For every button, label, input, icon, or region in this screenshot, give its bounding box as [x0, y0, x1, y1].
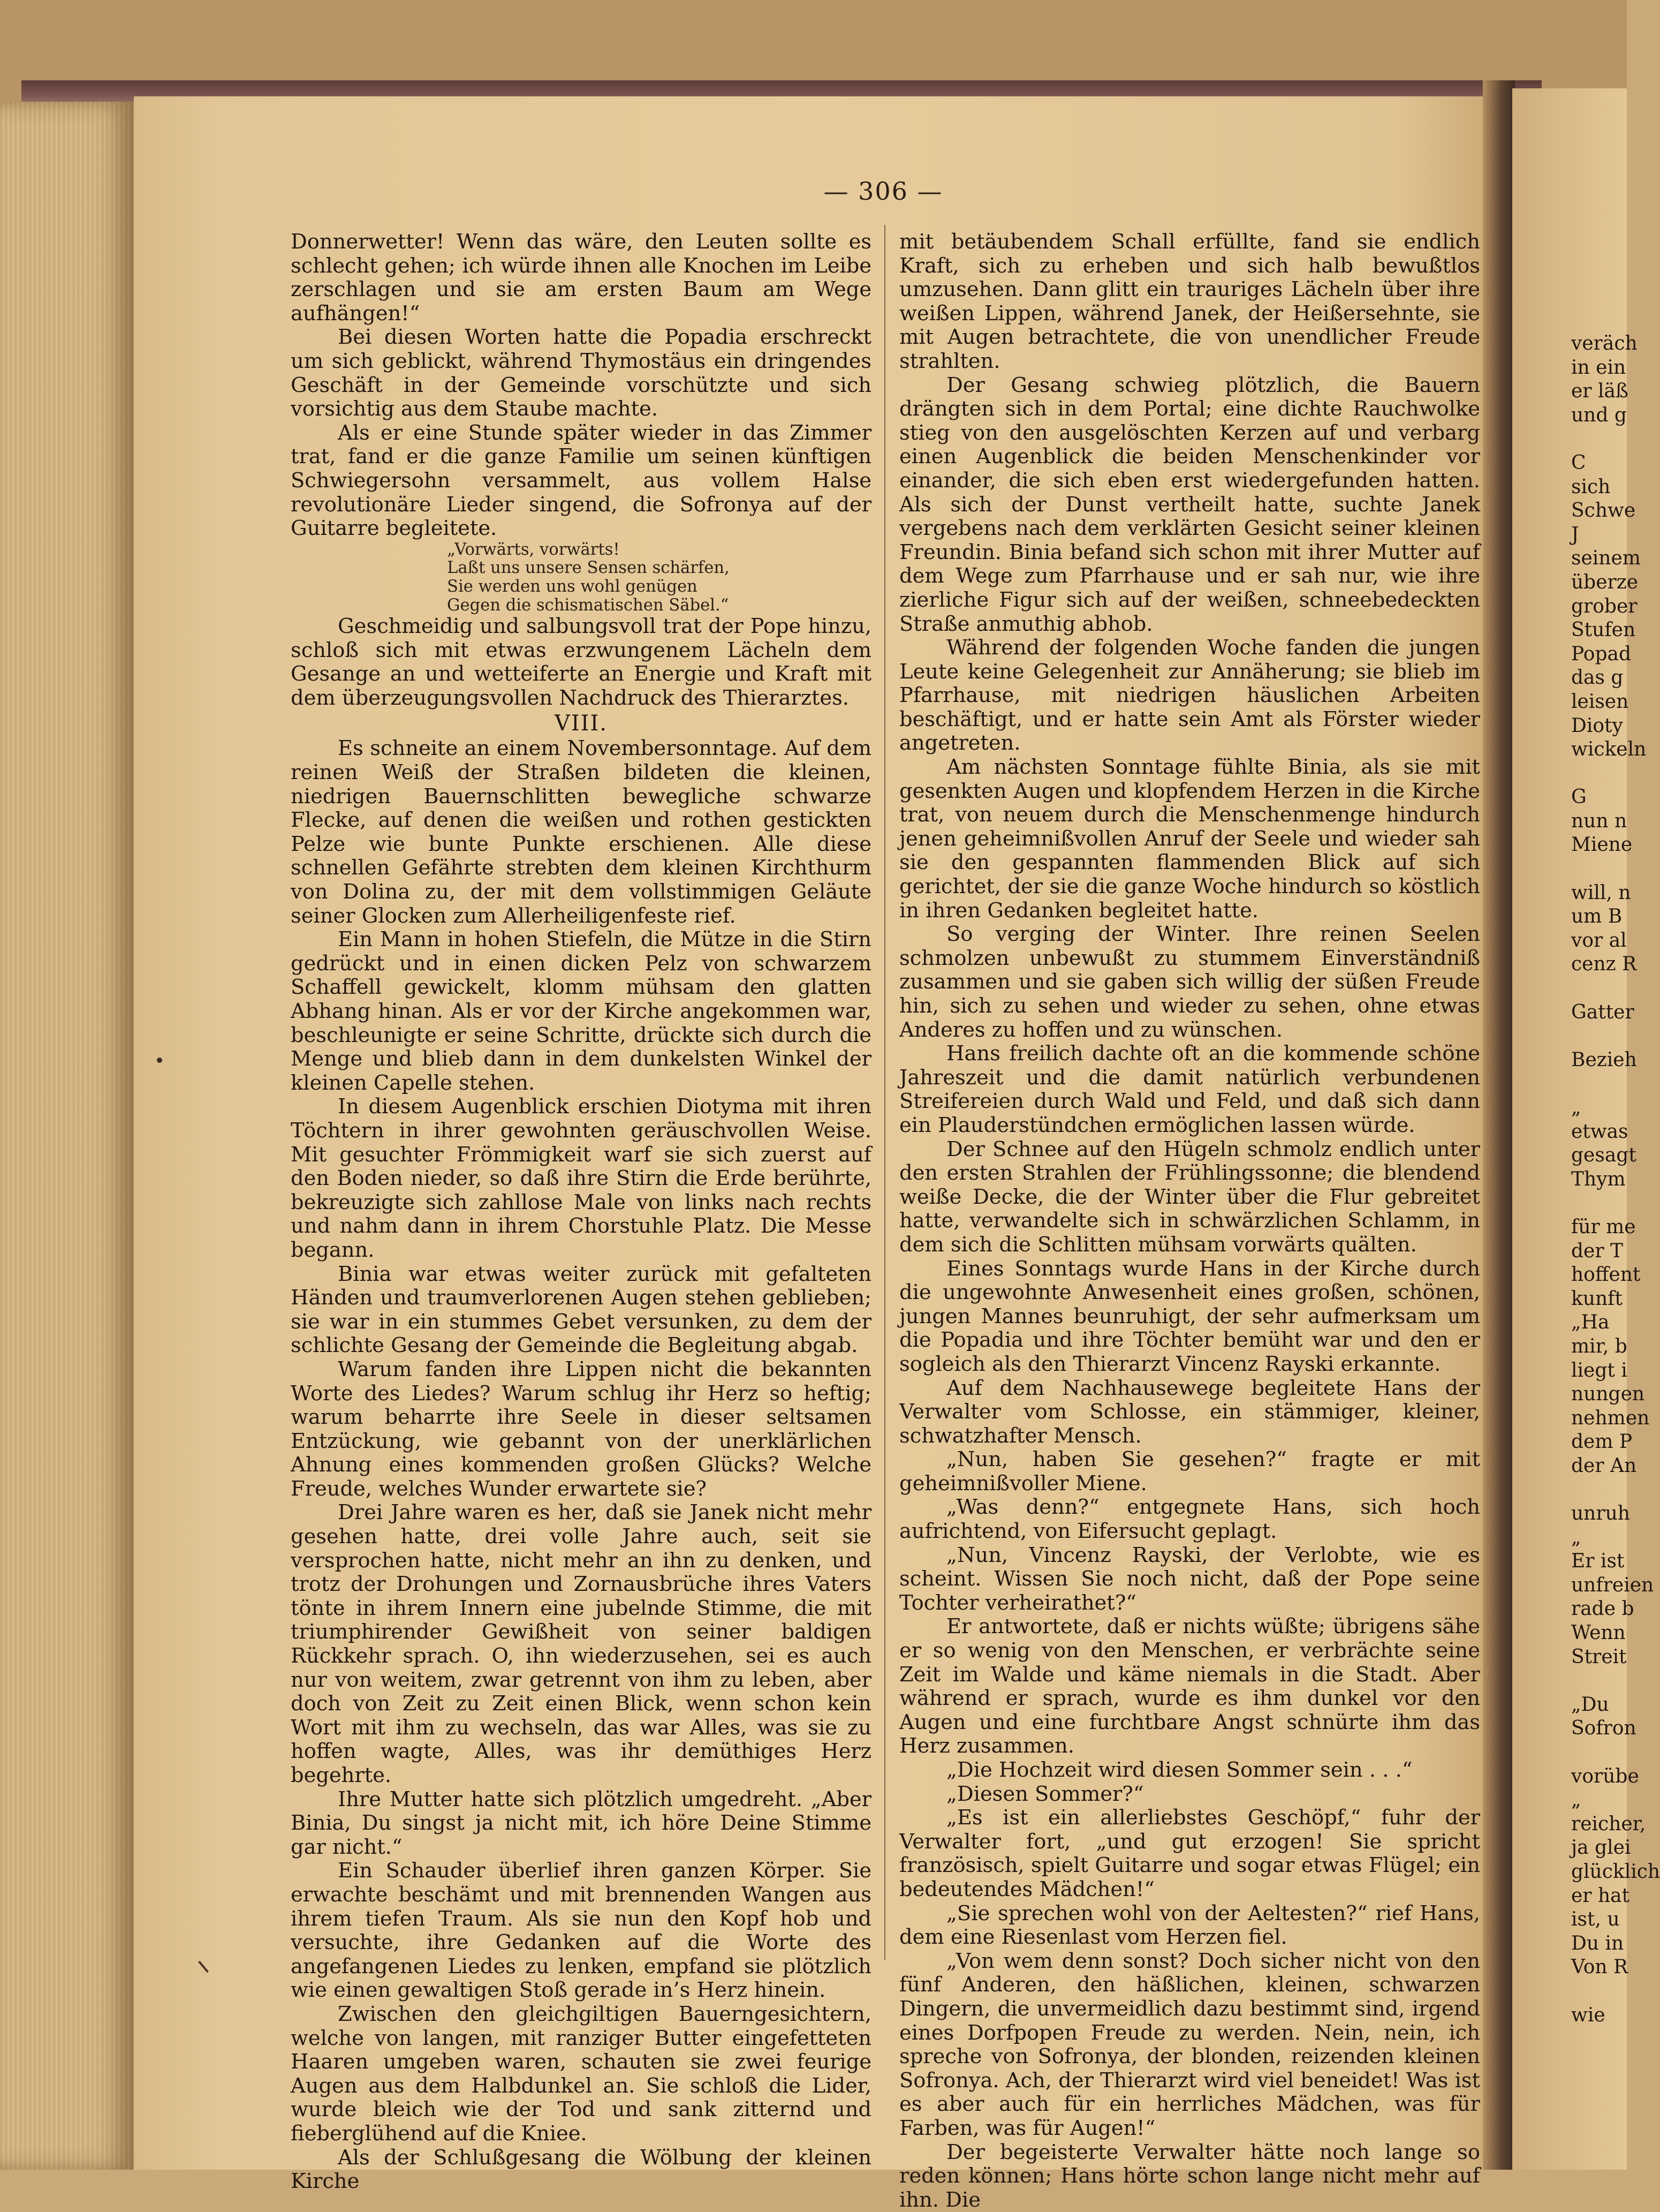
paragraph: Hans freilich dachte oft an die kommende schöne Jahreszeit und die damit natürlich verbundenen Streifereien durch Wald und Feld, und daß sich dann ein Plauderstündchen ermöglichen lassen würde. — [899, 1042, 1480, 1137]
next-page-line-fragment: C — [1512, 451, 1660, 475]
next-page-line-fragment: nungen — [1512, 1383, 1660, 1407]
page-number: — 306 — — [819, 177, 948, 206]
next-page-line-fragment: will, n — [1512, 881, 1660, 905]
next-page-line-fragment: Von R — [1512, 1956, 1660, 1980]
chapter-heading: VIII. — [291, 710, 871, 737]
next-page-line-fragment: seinem — [1512, 547, 1660, 571]
paragraph: Ihre Mutter hatte sich plötzlich umgedreht. „Aber Binia, Du singst ja nicht mit, ich höre Deine Stimme gar nicht.“ — [291, 1788, 871, 1860]
next-page-line-fragment: das g — [1512, 666, 1660, 690]
next-page-line-fragment: grober — [1512, 595, 1660, 619]
next-page-line-fragment: „Du — [1512, 1693, 1660, 1717]
next-page-line-fragment: kunft — [1512, 1287, 1660, 1311]
next-page-line-fragment: rade b — [1512, 1597, 1660, 1621]
next-page-line-fragment: Sofron — [1512, 1717, 1660, 1741]
page-stack-edge — [0, 102, 134, 2170]
next-page-line-fragment — [1512, 1191, 1660, 1216]
next-page-line-fragment: „Ha — [1512, 1311, 1660, 1335]
paragraph: Als er eine Stunde später wieder in das Zimmer trat, fand er die ganze Familie um seinen künftigen Schwiegersohn versammelt, aus vollem Halse revolutionäre Lieder singend, die Sofronya auf der Guitarre begleitete. — [291, 421, 871, 541]
next-page-line-fragment: sich — [1512, 475, 1660, 500]
next-page-line-fragment: und g — [1512, 404, 1660, 428]
next-page-line-fragment: nun n — [1512, 810, 1660, 834]
next-page-line-fragment: nehmen — [1512, 1407, 1660, 1431]
paragraph: Drei Jahre waren es her, daß sie Janek nicht mehr gesehen hatte, drei volle Jahre auch, seit sie versprochen hatte, nicht mehr an ihn zu denken, und trotz der Drohungen und Zornausbrüche ihres Vaters tönte in ihrem Innern eine jubelnde Stimme, die mit triumphirender Gewißheit von seiner baldigen Rückkehr sprach. O, ihn wiederzusehen, sei es auch nur von weitem, zwar getrennt von ihm zu leben, aber doch von Zeit zu Zeit einen Blick, wenn schon kein Wort mit ihm zu wechseln, das war Alles, was sie zu hoffen wagte, Alles, was ihr demüthiges Herz begehrte. — [291, 1501, 871, 1787]
next-page-line-fragment — [1512, 1741, 1660, 1765]
next-page-line-fragment — [1512, 1478, 1660, 1503]
next-page-line-fragment: in ein — [1512, 356, 1660, 380]
next-page-line-fragment: dem P — [1512, 1430, 1660, 1454]
next-page-line-fragment: Miene — [1512, 833, 1660, 857]
paragraph: „Nun, Vincenz Rayski, der Verlobte, wie es scheint. Wissen Sie noch nicht, daß der Pope seine Tochter verheirathet?“ — [899, 1544, 1480, 1615]
next-page-line-fragment: cenz R — [1512, 953, 1660, 977]
next-page-line-fragment: liegt i — [1512, 1359, 1660, 1383]
paragraph: Ein Mann in hohen Stiefeln, die Mütze in die Stirn gedrückt und in einen dicken Pelz von schwarzem Schaffell gewickelt, klomm mühsam den glatten Abhang hinan. Als er vor der Kirche angekommen war, beschleunigte er seine Schritte, drückte sich durch die Menge und blieb dann in dem dunkelsten Winkel der kleinen Capelle stehen. — [291, 928, 871, 1095]
next-page-line-fragment: „ — [1512, 1096, 1660, 1120]
next-page-line-fragment: vorübe — [1512, 1765, 1660, 1789]
paragraph: „Nun, haben Sie gesehen?“ fragte er mit geheimnißvoller Miene. — [899, 1448, 1480, 1496]
next-page-line-fragment: er hat — [1512, 1884, 1660, 1908]
next-page-line-fragment — [1512, 1024, 1660, 1048]
ink-spot — [157, 1058, 162, 1063]
next-page-line-fragment: Schwe — [1512, 499, 1660, 523]
next-page-line-fragment: „ — [1512, 1526, 1660, 1550]
next-page-line-fragment: wie — [1512, 2004, 1660, 2028]
paragraph: Auf dem Nachhausewege begleitete Hans der Verwalter vom Schlosse, ein stämmiger, kleiner, schwatzhafter Mensch. — [899, 1377, 1480, 1448]
next-page-line-fragment: leisen — [1512, 690, 1660, 714]
verse-line: Laßt uns unsere Sensen schärfen, — [447, 559, 871, 578]
next-page-line-fragment: G — [1512, 786, 1660, 810]
paragraph: Zwischen den gleichgiltigen Bauerngesichtern, welche von langen, mit ranziger Butter eingefetteten Haaren umgeben waren, schauten sie zwei feurige Augen aus dem Halbdunkel an. Sie schloß die Lider, wurde bleich wie der Tod und sank zitternd und fieberglühend auf die Kniee. — [291, 2003, 871, 2146]
paragraph: Am nächsten Sonntage fühlte Binia, als sie mit gesenkten Augen und klopfendem Herzen in die Kirche trat, von neuem durch die Menschenmenge hindurch jenen geheimnißvollen Anruf der Seele und wieder sah sie den gespannten flammenden Blick auf sich gerichtet, der sie die ganze Woche hindurch so köstlich in ihren Gedanken begleitet hatte. — [899, 756, 1480, 923]
next-page-line-fragment — [1512, 1669, 1660, 1693]
next-page-line-fragment — [1512, 762, 1660, 786]
paragraph: „Diesen Sommer?“ — [899, 1783, 1480, 1807]
paragraph: „Es ist ein allerliebstes Geschöpf,“ fuhr der Verwalter fort, „und gut erzogen! Sie spricht französisch, spielt Guitarre und sogar etwas Flügel; ein bedeutendes Mädchen!“ — [899, 1806, 1480, 1901]
next-page-line-fragment: hoffent — [1512, 1263, 1660, 1287]
paragraph: In diesem Augenblick erschien Diotyma mit ihren Töchtern in ihrer gewohnten geräuschvollen Weise. Mit gesuchter Frömmigkeit warf sie sich zuerst auf den Boden nieder, so daß ihre Stirn die Erde berührte, bekreuzigte sich zahllose Male von links nach rechts und nahm dann in ihrem Chorstuhle Platz. Die Messe begann. — [291, 1095, 871, 1262]
next-page-line-fragment: Wenn — [1512, 1621, 1660, 1645]
verse-line: Gegen die schismatischen Säbel.“ — [447, 597, 871, 615]
next-page-line-fragment: Er ist — [1512, 1550, 1660, 1574]
next-page-fragment — [1512, 88, 1627, 2170]
next-page-line-fragment: Streit — [1512, 1645, 1660, 1670]
left-text-column — [291, 230, 871, 2194]
paragraph: Bei diesen Worten hatte die Popadia erschreckt um sich geblickt, während Thymostäus ein dringendes Geschäft in der Gemeinde vorschützte und sich vorsichtig aus dem Staube machte. — [291, 326, 871, 421]
next-page-line-fragment — [1512, 857, 1660, 881]
next-page-line-fragment: ja glei — [1512, 1836, 1660, 1860]
paragraph: „Sie sprechen wohl von der Aeltesten?“ rief Hans, dem eine Riesenlast vom Herzen fiel. — [899, 1902, 1480, 1950]
paragraph: So verging der Winter. Ihre reinen Seelen schmolzen unbewußt zu stummem Einverständniß zusammen und sie gaben sich willig der süßen Freude hin, sich zu sehen und wieder zu sehen, ohne etwas Anderes zu hoffen und zu wünschen. — [899, 923, 1480, 1042]
next-page-line-fragment: Dioty — [1512, 714, 1660, 738]
next-page-line-fragment: der T — [1512, 1240, 1660, 1264]
paragraph: Warum fanden ihre Lippen nicht die bekannten Worte des Liedes? Warum schlug ihr Herz so heftig; warum beharrte ihre Seele in dieser seltsamen Entzückung, wie gebannt von der unerklärlichen Ahnung eines kommenden großen Glücks? Welche Freude, welches Wunder erwartete sie? — [291, 1358, 871, 1501]
paragraph: Ein Schauder überlief ihren ganzen Körper. Sie erwachte beschämt und mit brennenden Wangen aus ihrem tiefen Traum. Als sie nun den Kopf hob und versuchte, ihre Gedanken auf die Worte des angefangenen Liedes zu lenken, empfand sie plötzlich wie einen gewaltigen Stoß gerade in’s Herz hinein. — [291, 1859, 871, 2003]
verse-line: Sie werden uns wohl genügen — [447, 578, 871, 597]
next-page-line-fragment: J — [1512, 523, 1660, 547]
next-page-line-fragment — [1512, 1980, 1660, 2004]
next-page-line-fragment: er läß — [1512, 380, 1660, 404]
next-page-line-fragment: Thym — [1512, 1168, 1660, 1192]
next-page-line-fragment: Popad — [1512, 643, 1660, 667]
verse-line: „Vorwärts, vorwärts! — [447, 541, 871, 560]
next-page-line-fragment: veräch — [1512, 332, 1660, 356]
next-page-line-fragment: vor al — [1512, 929, 1660, 953]
paragraph: Es schneite an einem Novembersonntage. Auf dem reinen Weiß der Straßen bildeten die kleinen, niedrigen Bauernschlitten bewegliche schwarze Flecke, auf denen die weißen und rothen gestickten Pelze wie bunte Punkte erschienen. Alle diese schnellen Gefährte strebten dem kleinen Kirchthurm von Dolina zu, der mit dem vollstimmigen Geläute seiner Glocken zum Allerheiligenfeste rief. — [291, 737, 871, 928]
next-page-line-fragment: Bezieh — [1512, 1048, 1660, 1073]
next-page-line-fragment — [1512, 427, 1660, 451]
paragraph: „Die Hochzeit wird diesen Sommer sein . . .“ — [899, 1758, 1480, 1783]
poem-verse — [447, 541, 871, 615]
paragraph: „Was denn?“ entgegnete Hans, sich hoch aufrichtend, von Eifersucht geplagt. — [899, 1496, 1480, 1543]
next-page-line-fragment: gesagt — [1512, 1144, 1660, 1168]
right-text-column — [899, 230, 1480, 2212]
next-page-line-fragment — [1512, 977, 1660, 1001]
next-page-line-fragment: mir, b — [1512, 1335, 1660, 1359]
next-page-line-fragment: um B — [1512, 905, 1660, 929]
next-page-line-fragment: reicher, — [1512, 1813, 1660, 1837]
paragraph: Eines Sonntags wurde Hans in der Kirche durch die ungewohnte Anwesenheit eines großen, schönen, jungen Mannes beunruhigt, der sehr aufmerksam um die Popadia und ihre Töchter bemüht war und den er sogleich als den Thierarzt Vincenz Rayski erkannte. — [899, 1257, 1480, 1377]
next-page-line-fragment: unruh — [1512, 1502, 1660, 1526]
next-page-text — [1512, 332, 1660, 2027]
next-page-line-fragment: Stufen — [1512, 618, 1660, 643]
next-page-line-fragment — [1512, 1072, 1660, 1096]
paragraph: Geschmeidig und salbungsvoll trat der Pope hinzu, schloß sich mit etwas erzwungenem Lächeln dem Gesange an und wetteiferte an Energie und Kraft mit dem überzeugungsvollen Nachdruck des Thierarztes. — [291, 615, 871, 710]
next-page-line-fragment: etwas — [1512, 1120, 1660, 1144]
paragraph: Der Gesang schwieg plötzlich, die Bauern drängten sich in dem Portal; eine dichte Rauchwolke stieg von den ausgelöschten Kerzen auf und verbarg einen Augenblick die beiden Menschenkinder vor einander, die sich eben erst wiedergefunden hatten. Als sich der Dunst vertheilt hatte, suchte Janek vergebens nach dem verklärten Gesicht seiner kleinen Freundin. Binia befand sich schon mit ihrer Mutter auf dem Wege zum Pfarrhause und er sah nur, wie ihre zierliche Figur sich auf der weißen, schneebedeckten Straße anmuthig abhob. — [899, 374, 1480, 637]
page-gutter — [1483, 80, 1515, 2170]
paragraph: Als der Schlußgesang die Wölbung der kleinen Kirche — [291, 2146, 871, 2194]
next-page-line-fragment: überze — [1512, 571, 1660, 595]
paragraph: Er antwortete, daß er nichts wüßte; übrigens sähe er so wenig von den Menschen, er verbrächte seine Zeit im Walde und käme niemals in die Stadt. Aber während er sprach, wurde es ihm dunkel vor den Augen und eine furchtbare Angst schnürte ihm das Herz zusammen. — [899, 1615, 1480, 1758]
paragraph: mit betäubendem Schall erfüllte, fand sie endlich Kraft, sich zu erheben und sich halb bewußtlos umzusehen. Dann glitt ein trauriges Lächeln über ihre weißen Lippen, während Janek, der Heißersehnte, sie mit Augen betrachtete, die von unendlicher Freude strahlten. — [899, 230, 1480, 374]
next-page-line-fragment: unfreien — [1512, 1574, 1660, 1598]
next-page-line-fragment: „ — [1512, 1788, 1660, 1813]
column-divider — [884, 225, 885, 1960]
next-page-line-fragment: glücklich — [1512, 1860, 1660, 1884]
paragraph: Der Schnee auf den Hügeln schmolz endlich unter den ersten Strahlen der Frühlingssonne; die blendend weiße Decke, die der Winter über die Flur gebreitet hatte, verwandelte sich in schwärzlichen Schlamm, in dem sich die Schlitten mühsam vorwärts quälten. — [899, 1138, 1480, 1257]
next-page-line-fragment: der An — [1512, 1454, 1660, 1478]
paragraph: Binia war etwas weiter zurück mit gefalteten Händen und traumverlorenen Augen stehen geblieben; sie war in ein stummes Gebet versunken, zu dem der schlichte Gesang der Gemeinde die Begleitung abgab. — [291, 1263, 871, 1358]
next-page-line-fragment: ist, u — [1512, 1908, 1660, 1932]
paragraph: Während der folgenden Woche fanden die jungen Leute keine Gelegenheit zur Annäherung; sie blieb im Pfarrhause, mit niedrigen häuslichen Arbeiten beschäftigt, und er hatte sein Amt als Förster wieder angetreten. — [899, 636, 1480, 756]
next-page-line-fragment: Gatter — [1512, 1001, 1660, 1025]
paragraph: Der begeisterte Verwalter hätte noch lange so reden können; Hans hörte schon lange nicht mehr auf ihn. Die — [899, 2141, 1480, 2212]
paragraph: „Von wem denn sonst? Doch sicher nicht von den fünf Anderen, den häßlichen, kleinen, schwarzen Dingern, die unvermeidlich dazu bestimmt sind, irgend eines Dorfpopen Freude zu werden. Nein, nein, ich spreche von Sofronya, der blonden, reizenden kleinen Sofronya. Ach, der Thierarzt wird viel beneidet! Was ist es aber auch für ein herrliches Mädchen, was für Farben, was für Augen!“ — [899, 1950, 1480, 2141]
paragraph: Donnerwetter! Wenn das wäre, den Leuten sollte es schlecht gehen; ich würde ihnen alle Knochen im Leibe zerschlagen und sie am ersten Baum am Wege aufhängen!“ — [291, 230, 871, 326]
next-page-line-fragment: für me — [1512, 1216, 1660, 1240]
next-page-line-fragment: Du in — [1512, 1932, 1660, 1956]
next-page-line-fragment: wickeln — [1512, 738, 1660, 762]
